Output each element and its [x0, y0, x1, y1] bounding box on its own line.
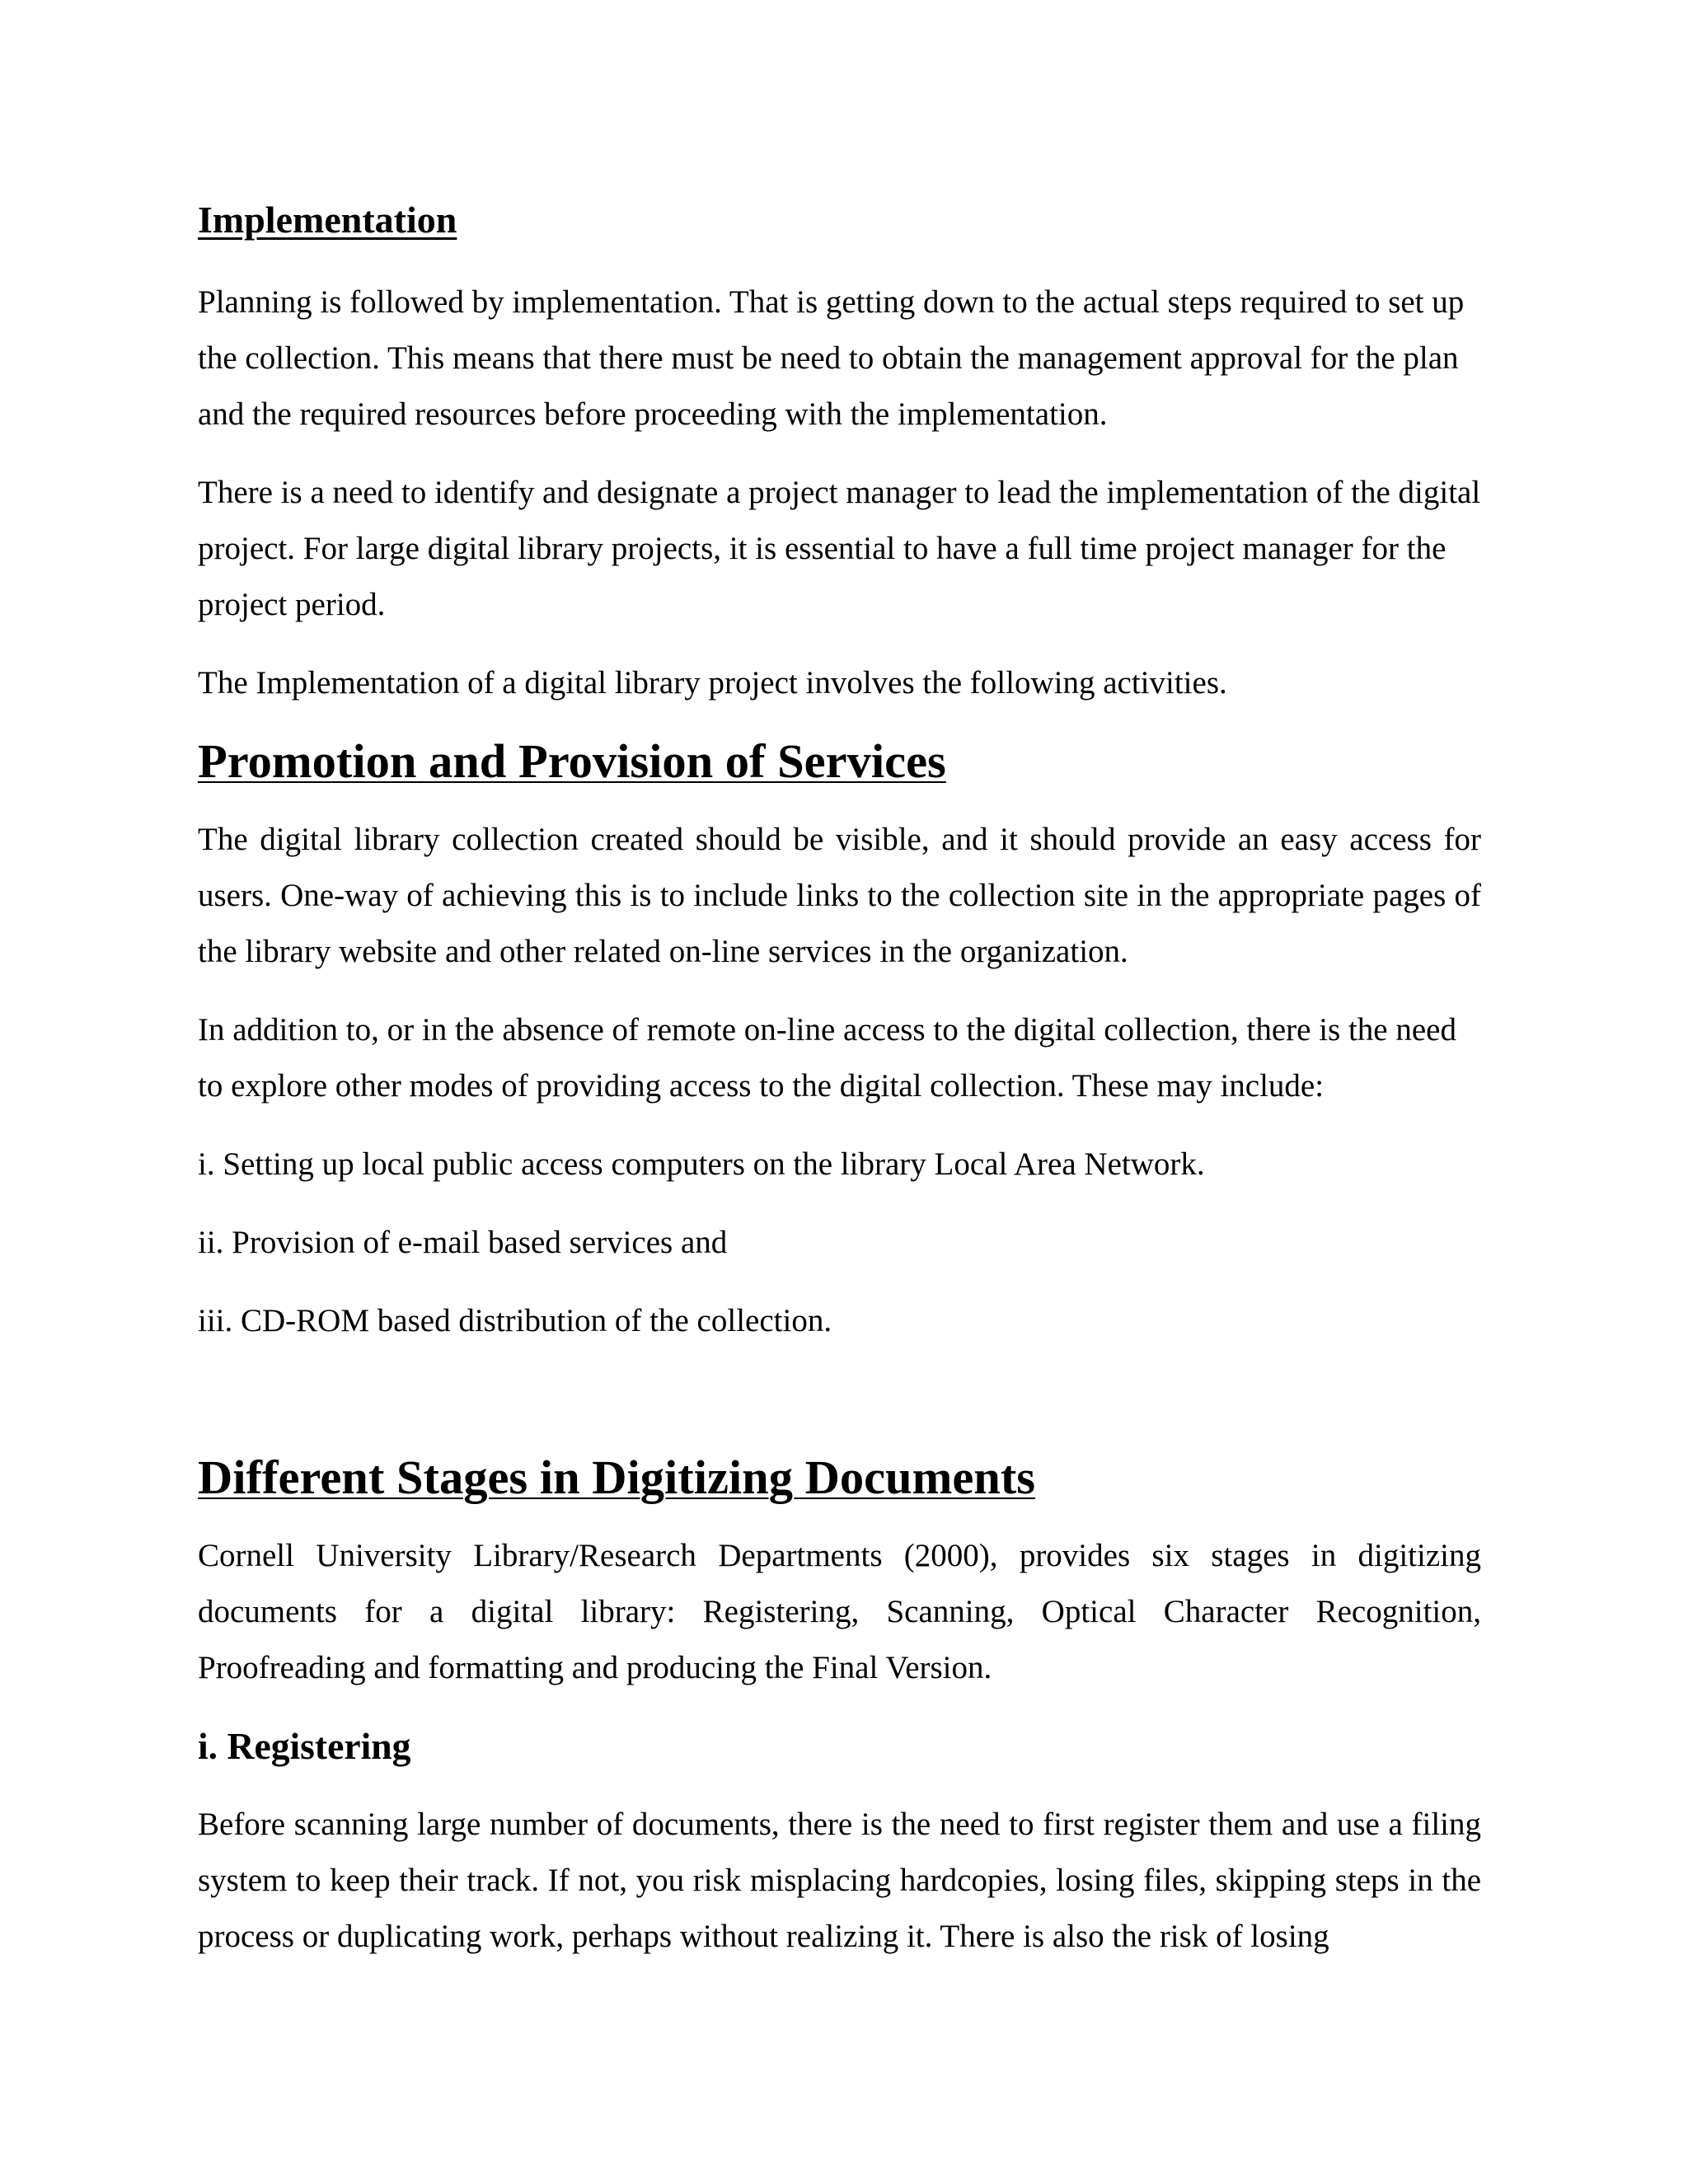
document-page	[198, 185, 1481, 1987]
intro-paragraph-3: The Implementation of a digital library project involves the following activities.	[198, 665, 1227, 701]
list-item: i. Setting up local public access computers on the library Local Area Network.	[198, 1146, 1205, 1182]
page-title: Implementation	[198, 199, 457, 241]
registering-paragraph: Before scanning large number of documents, there is the need to first register them and use a filing system to keep their track. If not, you risk misplacing hardcopies, losing files, skipping steps in the process or duplicating work, perhaps without realizing it. There is also the risk of losing	[198, 1807, 1481, 1954]
list-item: ii. Provision of e-mail based services and	[198, 1225, 728, 1260]
intro-paragraph-2: There is a need to identify and designate a project manager to lead the implementation of the digital project. For large digital library projects, it is essential to have a full time project manager for the project period.	[198, 475, 1481, 622]
promotion-paragraph-1: The digital library collection created should be visible, and it should provide an easy access for users. One-way of achieving this is to include links to the collection site in the appropriate pages of the library website and other related on-line services in the organization.	[198, 822, 1481, 969]
intro-paragraph-1: Planning is followed by implementation. That is getting down to the actual steps required to set up the collection. This means that there must be need to obtain the management approval for the plan and the required resources before proceeding with the implementation.	[198, 284, 1465, 432]
section-heading-promotion: Promotion and Provision of Services	[198, 734, 946, 788]
section-heading-stages: Different Stages in Digitizing Documents	[198, 1451, 1036, 1504]
list-item: iii. CD-ROM based distribution of the collection.	[198, 1303, 832, 1338]
stages-paragraph: Cornell University Library/Research Departments (2000), provides six stages in digitizing documents for a digital library: Registering, Scanning, Optical Character Recognition, Proofreading and formatting and producing the Final Version.	[198, 1538, 1481, 1685]
subsection-heading-registering: i. Registering	[198, 1725, 411, 1767]
promotion-paragraph-2: In addition to, or in the absence of remote on-line access to the digital collection, there is the need to explore other modes of providing access to the digital collection. These may include:	[198, 1012, 1456, 1104]
section-spacer	[198, 1371, 1481, 1450]
